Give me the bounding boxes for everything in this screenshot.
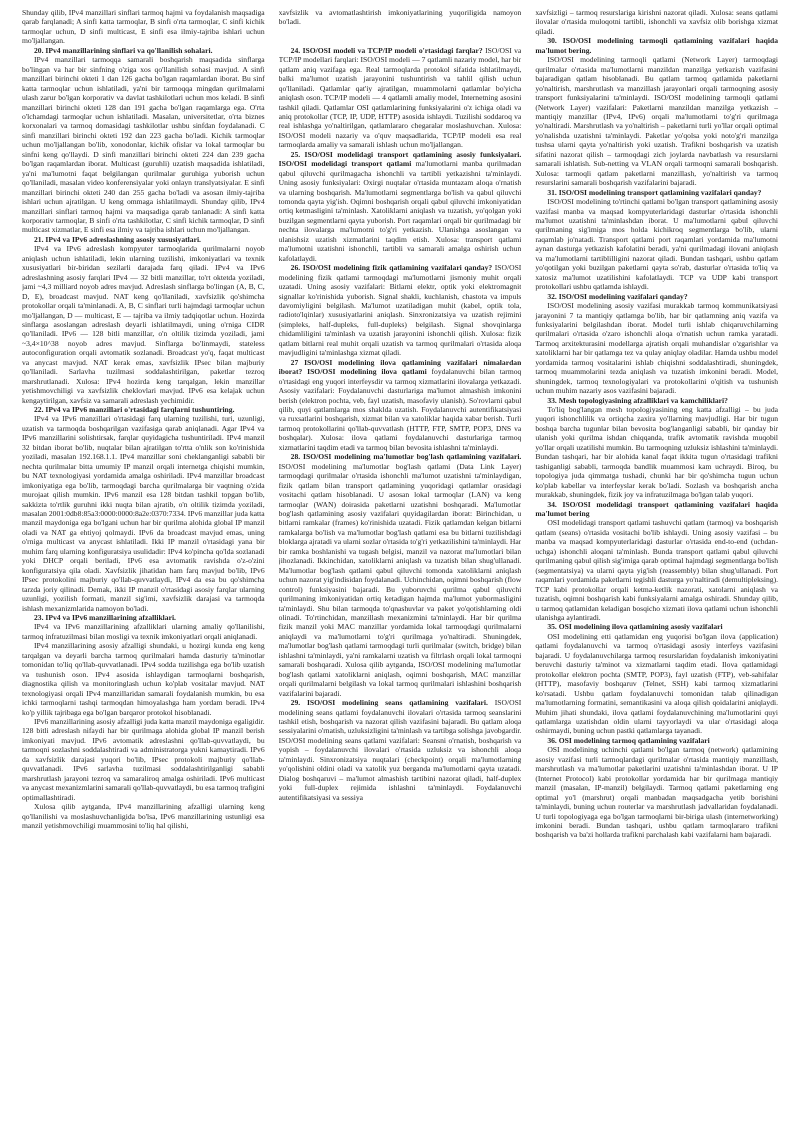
paragraph: ISO/OSI modelining tarmoqli qatlami (Network Layer) tarmoqdagi qurilmalar o'rtasida ma'lumotlarni manzildan manzilga yetkazish vazifasini bajaradigan qatlam hisoblanadi. Bu qatlam tarmoq qatlamida paketlarni yo'naltirish, marshrutlash va manzillash jarayonlari orqali tarmoqning asosiy transport funksiyalarini ta'minlaydi. ISO/OSI modelining tarmoqli qatlami (Network Layer) vazifalari: Paketlarni manzildan manzilga yetkazish – mantiqiy manzillar (IPv4, IPv6) orqali ma'lumotlarni to'g'ri qurilmaga yo'naltiradi. Marshrutlash va yo'naltirish – paketlarni turli yo'llar orqali optimal yo'nalishda uzatishni ta'minlaydi. Paketlar yo'qolsa yoki noto'g'ri manzilga tushsa ularni qayta yo'naltirish yoki uzatish. Trafikni boshqarish va uzatish sifatini nazorat qilish – tarmoqdagi zich joylarda navbatlash va resurslarni samarali ishlatish. Sub-netting va VLAN orqali tarmoqni samarali boshqarish. Xulosa: tarmoqli qatlam paketlarni manzillash, yo'naltirish va tarmoq resurslarini samarali boshqarish vazifalarini bajaradi.: [535, 55, 778, 188]
section-heading: 23. IPv4 va IPv6 manzillarining afzalliklari.: [34, 613, 176, 622]
paragraph: OSI modelidagi transport qatlami tashuvchi qatlam (tarmoq) va boshqarish qatlam (seans) o'rtasida vositachi bo'lib ishlaydi. Uning asosiy vazifasi – bu manba va maqsad kompyuterlaridagi dasturlar o'rtasida end-to-end (uchdan-uchga) ishonchli aloqani ta'minlash. Bunda transport qatlami qabul qiluvchi qurilmaning qabul qilish sig'imiga qarab optimal hajmdagi segmentlarga bo'lish (segmentatsiya) va ularni qayta yig'ish (reassembly) bilan shug'ullanadi. Port raqamlari yordamida paketlarni tegishli dasturga yo'naltiradi (demultipleksing). TCP kabi protokollar orqali ketma-ketlik nazorati, xatolarni aniqlash va tuzatish, oqimni boshqarish kabi funksiyalarni amalga oshiradi. Shunday qilib, u tarmoq qatlamidan keladigan bosqicho xizmati ilova qatlami uchun ishonchli ulanishga aylantiradi.: [535, 518, 778, 622]
paragraph: [279, 263, 522, 358]
paragraph: IPv4 manzillari tarmoqqa samarali boshqarish maqsadida sinflarga bo'lingan va har bir sinfning o'ziga xos qo'llanilish sohasi mavjud. A sinfi manzillari birinchi okteti 1 dan 126 gacha bo'lgan raqamlardan iborat. Bu sinf katta tarmoqlar uchun ishlatiladi, ya'ni bir tarmoqqa mingdan qurilmalarni ulash zarur bo'lgan korporativ va davlat tashkilotlari uchun mos keladi. B sinfi manzillari birinchi okteti 128 dan 191 gacha bo'lgan raqamlarga ega. O'rta o'lchamdagi tarmoqlar uchun ishlatiladi. Masalan, universitetlar, o'rta biznes korxonalari va tarmoq domasidagi tashkilotlar ushbu sinfdan foydalanadi. C sinfi manzillari birinchi okteti 192 dan 223 gacha bo'ladi. Kichik tarmoqlar uchun mo'ljallangan bo'lib, xonodonlar, kichik ofislar va lokal tarmoqlar bu sinfni keng qo'llaydi. D sinfi manzillari birinchi okteti 224 dan 239 gacha bo'lgan raqamlardan iborat. Multicast (guruhli) uzatish maqsadida ishlatiladi, ya'ni ma'lumotni faqat belgilangan qurilmalar guruhiga yuborish uchun qo'llaniladi, masalan video konferensiyalar yoki onlayn translyatsiyalar. E sinfi manzillari birinchi okteti 240 dan 255 gacha bo'ladi va asosan ilmiy-tajriba ishlari uchun ajratilgan. U keng ommaga ishlatilmaydi. Shunday qilib, IPv4 manzillari sinflari tarmoq hajmi va maqsadiga qarab tanlanadi: A sinfi katta korporativ tarmoqlar, B sinfi o'rta tashkilotlar, C sinfi kichik tarmoqlar, D sinfi multicast xizmatlar, E sinfi esa ilmiy va tajriba ishlari uchun mo'ljallangan.: [22, 55, 265, 235]
blank-line: [279, 36, 522, 45]
section-heading: 32. ISO/OSI modelining vazifalari qanday?: [547, 291, 688, 301]
paragraph: IPv4 va IPv6 manzillarining afzalliklari ularning amaliy qo'llanilishi, tarmoq infratuzilmasi bilan mosligi va texnik imkoniyatlari orqali aniqlanadi.: [22, 622, 265, 641]
text-columns: [22, 8, 778, 1123]
section-heading: 20. IPv4 manzillarining sinflari va qo'llanilish sohalari.: [34, 45, 213, 55]
section-heading: 21. IPv4 va IPv6 adreslashning asosiy xususiyatlari.: [34, 234, 201, 244]
paragraph-text: ISO/OSI modelining ma'lumotlar bog'lash qatlami (Data Link Layer) tarmoqdagi qurilmalar o'rtasida ishonchli ma'lumot uzatishni ta'minlaydigan, fizik qatlam bilan transport qatlamining yuqoridagi qatlamlar orasidagi vositachi qatlam hisoblanadi. U asosan lokal tarmoqlar (LAN) va keng tarmoqlar (WAN) doirasida paketlarni uzatishni boshqaradi. Ma'lumotlar bog'lash qatlamining asosiy vazifalari quyidagilardan iborat: Birinchidan, u bitlarni ramkalar (frames) ko'rinishida uzatadi. Fizik qatlamdan kelgan bitlarni ramkalarga bo'lish va ma'lumotlar bog'lash qatlami esa bu bitlarni tuzilishdagi bloklarga ajratadi va ularni sozlar o'rtasida to'g'ri yetkazilishini ta'minlaydi. Har bir ramka boshlanishi va tugash belgisi, manzil va nazorat ma'lumotlari bilan jihozlanadi. Ikkinchidan, xatoliklarni aniqlash va tuzatish bilan shug'ullanadi. Ma'lumotlar bog'lash qatlami qabul qiluvchi tomonda xatoliklarni aniqlash uchun nazorat yig'indisidan foydalanadi. Uchinchidan, oqimni boshqarish (flow control) funksiyasini bajaradi. Bu yuboruvchi qurilma qabul qiluvchi qurilmaning imkoniyatidan ortiq ketadigan hajmda ma'lumot yubormasligini ta'minlaydi. Shu bilan tarmoqda to'qnashuvlar va paket yo'qotishlarning oldi olinadi. To'rtinchidan, manzillash mexanizmini ta'minlaydi. Har bir qurilma fizik manzil yoki MAC manzillar yordamida lokal tarmoqdagi qurilmalarni aniqlaydi va ma'lumotlarni to'g'ri qurilmaga yo'naltiradi. Shuningdek, ma'lumotlar bog'lash qatlami tarmoqdagi turli qurilmalar (switch, bridge) bilan ishlashni ta'minlaydi, ya'ni ramkalarni uzatish va filtrlash orqali lokal tarmoqni samarali boshqaradi. Xulosa qilib aytganda, ISO/OSI modelining ma'lumotlar bog'lash qatlami xatoliklarni aniqlash, oqimni boshqarish, MAC manzillar orqali qurilmalarni belgilash va lokal tarmoq qurilmalari ishlashini boshqarish vazifalarini bajaradi.: [278, 461, 522, 698]
paragraph: IPv4 va IPv6 adreslash kompyuter tarmoqlarida qurilmalarni noyob aniqlash uchun ishlatiladi, lekin ularning tuzilishi, imkoniyatlari va texnik xususiyatlari bir-biridan sezilarli darajada farq qiladi. IPv4 va IPv6 adreslashning asosiy farqlari IPv4 — 32 bitli manzillar, to'rt oktetda yoziladi, jami ~4,3 milliard noyob adres mavjud. Adreslash sinflarga bo'lingan (A, B, C, D, E), broadcast mavjud. NAT keng qo'llaniladi, xavfsizlik qo'shimcha protokollar orqali ta'minlanadi. A, B, C sinflari turli hajmdagi tarmoqlar uchun mo'ljallangan, D — multicast, E — tajriba va ilmiy tadqiqotlar uchun. Hozirda sinflarga asoslangan adreslash deyarli ishlatilmaydi, uning o'rniga CIDR qo'llaniladi. IPv6 — 128 bitli manzillar, o'n oltilik tizimda yoziladi, jami ~3,4×10^38 noyob adres mavjud. Sinflarga bo'linmaydi, stateless autoconfiguration orqali avtomatik sozlanadi. Broadcast yo'q, faqat multicast va anycast mavjud. NAT kerak emas, xavfsizlik IPsec bilan majburiy qo'llaniladi. Sarlavha tuzilmasi soddalashtirilgan, paketlar tezroq marshrutlanadi. Xulosa: IPv4 hozirda keng tarqalgan, lekin manzillar yetishmovchiligi va xavfsizlik cheklovlari mavjud. IPv6 esa kelajak uchun kengaytirilgan, xavfsiz va samarali adreslash yechimidir.: [22, 244, 265, 405]
section-heading: 34. ISO/OSI modelidagi transport qatlamining vazifalari haqida ma'lumot bering: [535, 499, 778, 519]
paragraph: IPv4 manzillarining asosiy afzalligi shundaki, u hozirgi kunda eng keng tarqalgan va deyarli barcha tarmoq qurilmalari hamda dasturiy ta'minotlar tomonidan to'liq qo'llab-quvvatlanadi. IPv4 sodda tuzilishga ega bo'lib uzatish va tushunish oson. IPv4 asosida ishlaydigan tarmoqlarni boshqarish, diagnostika qilish va monitoringlash uchun ko'plab vositalar mavjud. NAT texnologiyasi orqali IPv4 manzillaridan samarali foydalanish mumkin, bu esa ichki tarmoqlarni tashqi tarmoqdan himoyalashga ham yordam beradi. IPv4 ko'p yillik tajribaga ega bo'lgan barqaror protokol hisoblanadi.: [22, 641, 265, 717]
inline-heading: 26. ISO/OSI modelining fizik qatlamining vazifalari qanday?: [290, 263, 493, 273]
paragraph: Xulosa qilib aytganda, IPv4 manzillarining afzalligi ularning keng qo'llanilishi va moslashuvchanligida bo'lsa, IPv6 manzillarining ustunligi esa manzil yetishmovchiligi muammosini to'liq hal qilishi,: [22, 802, 265, 830]
paragraph: OSI modelining etti qatlamidan eng yuqorisi bo'lgan ilova (application) qatlami foydalanuvchi va tarmoq o'rtasidagi asosiy interfeys vazifasini bajaradi. U foydalanuvchilarga tarmoq resurslaridan foydalanish imkoniyatini beruvchi dasturiy ta'minot va xizmatlarni taqdim etadi. Ilova qatlamidagi protokollar elektron pochta (SMTP, POP3), fayl uzatish (FTP), veb-sahifalar (HTTP), masofaviy boshqaruv (Telnet, SSH) kabi tarmoq xizmatlarini ko'rsatadi. Ushbu qatlam foydalanuvchi tomonidan talab qilinadigan ma'lumotlarning formatini, semantikasini va aloqa qilish qoidalarini aniqlaydi. Muhim jihati shundaki, ilova qatlami foydalanuvchining ma'lumotlarini quyi qatlamlarga uzatishdan oldin ularni tayyorlaydi va ular o'rtasidagi aloqa oshirmaydi, buning uchun pastki qatlamlarga tayanadi.: [535, 631, 778, 736]
paragraph: OSI modelining uchinchi qatlami bo'lgan tarmoq (network) qatlamining asosiy vazifasi turli tarmoqlardagi qurilmalar o'rtasida mantiqiy manzillash, marshrutlash va ma'lumotlar paketlarini uzatishni ta'minlashdan iborat. U IP (Internet Protocol) kabi protokollar yordamida har bir qurilmaga mantiqiy manzil (masalan, IP-manzil) belgilaydi. Tarmoq qatlami paketlarning eng optimal yo'l (marshrut) orqali manbadan maqsadgacha yetib borishini ta'minlaydi, buning uchun routerlar va marshrutlash jadvallaridan foydalanadi. U turli topologiyaga ega bo'lgan tarmoqlarni bir-biriga ulash (internetworking) imkonini beradi. Bundan tashqari, ushbu qatlam tarmoqlararo trafikni boshqarish va ba'zi hollarda trafikni parchalash kabi vazifalarni ham bajaradi.: [535, 745, 778, 840]
section-heading: 33. Mesh topologiyasining afzalliklari va kamchiliklari?: [547, 395, 728, 405]
paragraph-text: ISO/OSI modelining seans qatlami foydalanuvchi ilovalari o'rtasida tarmoq seanslarini tashkil etish, boshqarish va nazorat qilish vazifasini bajaradi. Bu qatlam aloqa sessiyalarini o'rnatish, uzluksizligini ta'minlash va tartibga solishga javobgardir. ISO/OSI modelining seans qatlami vazifalari: Seansni o'rnatish, boshqarish va yopish – foydalanuvchi ilovalari o'rtasida uzluksiz va ishonchli aloqa ta'minlaydi. Sinxronizatsiya nuqtalari (checkpoint) orqali ma'lumotlarning yo'qolishini oldini oladi va xatolik yuz berganda ma'lumotlarni qayta uzatadi. Dialog boshqaruvi – ma'lumot almashish tartibini nazorat qiladi, half-duplex yoki full-duplex rejimida ishlashni ta'minlaydi. Foydalanuvchi autentifikatsiyasi va sessiya: [278, 698, 522, 802]
paragraph: [279, 46, 522, 150]
column-middle: [279, 8, 522, 1123]
paragraph: [279, 358, 522, 453]
inline-heading: 28. ISO/OSI modelining ma'lumotlar bog'lash qatlamining vazifalari.: [290, 452, 522, 462]
section-heading: 30. ISO/OSI modelining tarmoqli qatlamining vazifalari haqida ma'lumot bering.: [535, 36, 778, 55]
section-heading: 36. OSI modelining tarmoq qatlamining vazifalari: [547, 735, 710, 745]
inline-heading: 27 ISO/OSI modelining ilova qatlamining vazifalari nimalardan iborat? ISO/OSI modelining ilova qatlami: [278, 357, 522, 377]
section-heading: 31. ISO/OSI modelining transport qatlamining vazifalari qanday?: [547, 187, 762, 197]
section-heading: 22. IPv4 va IPv6 manzillari o'rtasidagi farqlarni tushuntiring.: [34, 405, 235, 415]
paragraph: ISO/OSI modelining to'rtinchi qatlami bo'lgan transport qatlamining asosiy vazifasi manba va maqsad kompyuterlaridagi dasturlar o'rtasida ishonchli ma'lumot uzatishni ta'minlashdan iborat. U ma'lumotlarni qabul qiluvchi qurilmaning sig'imiga mos holda kichikroq segmentlarga bo'lib, ularni raqamlab jo'natadi. Transport qatlami port raqamlari yordamida ma'lumotni aynan dasturga yetkazish kafolatini beradi, ya'ni qurilmadagi ilovani aniqlash va ma'lumotlarni tartiblilligini nazorat qiladi. Bundan tashqari, ushbu qatlam yo'qotilgan yoki buzilgan paketlarni qayta so'rab, dasturlar o'rtasida to'liq va xatosiz ma'lumot uzatilishini kafolatlaydi. TCP va UDP kabi transport protokollari ushbu qatlamda ishlaydi.: [535, 197, 778, 292]
inline-heading: 25. ISO/OSI modelidagi transport qatlamining asosiy funksiyalari. ISO/OSI modelidagi transport qatlami: [278, 149, 522, 169]
inline-heading: 24. ISO/OSI modeli va TCP/IP modeli o'rtasidagi farqlar?: [290, 45, 483, 55]
paragraph: ISO/OSI modelining asosiy vazifasi murakkab tarmoq kommunikatsiyasi jarayonini 7 ta mantiqiy qatlamga bo'lib, har bir qatlamning aniq vazifa va funksiyalarini belgilashdan iborat. Model turli ishlab chiqaruvchilarning qurilmalari o'rtasida o'zaro ishonchli aloqa o'rnatish uchun ramka yaratadi. Tarmoq arxitekturasini modellarga ajratish orqali muhandislar o'zgarishlar va xatoliklarni har bir qatlamga tez va qulay aniqlay oladilar. Hamda ushbu model yordamida tarmoq vositalarini ishlab chiqishni soddalashtiradi, shuningdek, tarmoq muammolarini tezda aniqlash va tuzatish imkonini beradi. Model, shuningdek, tarmoq texnologiyalari va protokollarini o'qitish va tushunish uchun muhim nazariy asos vazifasini bajaradi.: [535, 301, 778, 396]
section-heading: 35. OSI modelining ilova qatlamining asosiy vazifalari: [547, 622, 723, 632]
paragraph: IPv6 manzillarining asosiy afzalligi juda katta manzil maydoniga egaligidir. 128 bitli adreslash nifaydi har bir qurilmaga alohida global IP manzil berish imkoniyati mavjud. IPv6 avtomatik adreslashni qo'llab-quvvatlaydi, bu tarmoqni sozlashni soddalashtiradi va administratorga yukni kamaytiradi. IPv6 da xavfsizlik darajasi yuqori bo'lib, IPsec protokoli majburiy qo'llab-quvvatlanadi. IPv6 sarlavha tuzilmasi soddalashtirilganligi sababli marshrutlash jarayoni tezroq va samaraliroq amalga oshiriladi. IPv6 multicast va anycast mexanizmlarini samarali qo'llab-quvvatlaydi, bu esa tarmoq trafigini optimallashtiradi.: [22, 716, 265, 802]
paragraph-text: foydalanuvchi bilan tarmoq o'rtasidagi eng yuqori interfeysdir va tarmoq xizmatlarini ilovalarga yetkazadi. Asosiy vazifalari: Foydalanuvchi dasturlariga ma'lumot almashish imkonini berish (elektron pochta, veb, fayl uzatish, masofaviy ulanish). So'rovlarni qabul qilib, quyi qatlamlarga mos shaklda uzatish. Foydalanuvchi autentifikatsiyasi va ruxsatlarini boshqarish, xizmat bilan va xatoliklar haqida xabar berish. Turli tarmoq protokollarini qo'llab-quvvatlash (HTTP, FTP, SMTP, POP3, DNS va boshqalar). Xulosa: ilova qatlami foydalanuvchi dasturlariga tarmoq xizmatlarini taqdim etadi va tarmoq bilan bevosita ishlashni ta'minlaydi.: [278, 367, 522, 452]
paragraph-text: ISO/OSI modelining fizik qatlami tarmoqdagi ma'lumotlarni jismoniy muhit orqali uzatadi. Uning asosiy vazifalari: Bitlarni elektr, optik yoki elektromagnit signallar ko'rinishida yuborish. Signal shakli, kuchlanish, chastota va impuls davomiyligini belgilash. Ma'lumot uzatiladigan muhit (kabel, optik tola, radioto'lqinlar) xususiyatlarini aniqlash. Sinxronizatsiya va uzatish rejimini (simpleks, half-dupleks, full-dupleks) belgilash. Signal shovqinlarga chidamliligini ta'minlash va uzatish jarayonini ishonchli qilish. Xulosa: fizik qatlam bitlarni real muhit orqali uzatish va tarmoq qurilmalari o'rtasida aloqa mavjudligini ta'minlashga xizmat qiladi.: [278, 263, 522, 358]
paragraph: IPv4 va IPv6 manzillari o'rtasidagi farq ularning tuzilishi, turi, uzunligi, uzatish va tarmoqda boshqarilgan vazifasiga qarab aniqlanadi. Agar IPv4 va IPv6 manzillarini solishtirsak, farqlar quyidagicha tushuntiriladi. IPv4 manzil 32 bitdan iborat bo'lib, nuqtalar bilan ajratilgan to'rtta o'nlik son ko'rinishida yoziladi, masalan 192.168.1.1. IPv4 manzillar soni cheklanganligi sababli bir nechta qurilmalar bitta umumiy IP manzil orqali internetga chiqishi mumkin, bu NAT texnologiyasi yordamida amalga oshiriladi. IPv4 manzillar broadcast imkoniyatiga ega bo'lib, tarmoqdagi barcha qurilmalarga bir vaqtning o'zida murojaat qilish mumkin. IPv6 manzil esa 128 bitdan tashkil topgan bo'lib, sakkizta to'rtlik guruhni ikki nuqta bilan ajratib, o'n oltilik tizimda yoziladi, masalan 2001:0db8:85a3:0000:0000:8a2e:0370:7334. IPv6 manzillar juda katta manzil maydoniga ega bo'lgani uchun har bir qurilma alohida global IP manzil oladi va NAT ga ehtiyoj qolmaydi. IPv6 da broadcast mavjud emas, uning o'rniga multicast va anycast ishlatiladi. Ikki IP manzil o'rtasidagi yana bir muhim farq ularning konfiguratsiya usulidadir: IPv4 ko'pincha qo'lda sozlanadi yoki DHCP orqali beriladi, IPv6 esa avtomatik ravishda o'z-o'zini konfiguratsiya qila oladi. Xavfsizlik jihatidan ham farq mavjud bo'lib, IPv6 IPsec protokolini majburiy qo'llab-quvvatlaydi, IPv4 da esa bu qo'shimcha tarzda joriy qilinadi. Demak, ikki IP manzil o'rtasidagi asosiy farqlar ularning uzunligi, yozilish formati, manzil sig'imi, xavfsizlik darajasi va tarmoqda ishlash mexanizmlarida namoyon bo'ladi.: [22, 414, 265, 613]
paragraph: [279, 698, 522, 802]
column-left: [22, 8, 265, 1123]
blank-line: [279, 27, 522, 36]
paragraph: xavfsizligi – tarmoq resurslariga kirishni nazorat qiladi. Xulosa: seans qatlami ilovalar o'rtasida muloqotni tartibli, ishonchli va xavfsiz olib borishga xizmat qiladi.: [535, 8, 778, 36]
paragraph: [279, 452, 522, 698]
column-right: [535, 8, 778, 1123]
paragraph: To'liq bog'langan mesh topologiyasining eng katta afzalligi – bu juda yuqori ishonchlilik va ortiqcha zaxira yo'llarning mavjudligi. Har bir tugun boshqa barcha tugunlar bilan bevosita bog'langanligi sababli, bir qanday bir ulanish yoki qurilma ishdan chiqqanda, trafik avtomatik ravishda muqobil yo'llar orqali uzatilishi mumkin. Bu tarmoqning uzluksiz ishlashini ta'minlaydi. Bundan tashqari, har bir alohida kanal faqat ikkita tugun o'rtasidagi trafikni tashiganligi sababli, tarmoqda bandlik muammosi kam uchraydi. Biroq, bu topologiya juda qimmatga tushadi, chunki har bir qo'shimcha tugun uchun ko'plab kabellar va interfeyslar kerak bo'ladi. Sozlash va boshqarish ancha murakkab, shuningdek, fizik joy va infratuzilmaga bo'lgan talab yuqori.: [535, 405, 778, 500]
paragraph: [279, 150, 522, 263]
paragraph: Shunday qilib, IPv4 manzillari sinflari tarmoq hajmi va foydalanish maqsadiga qarab farqlanadi; A sinfi katta tarmoqlar, B sinfi o'rta tarmoqlar, C sinfi kichik tarmoqlar uchun, D sinfi multicast, E sinfi esa ilmiy-tajriba ishlari uchun mo'ljallangan.: [22, 8, 265, 46]
paragraph-text: ISO/OSI va TCP/IP modellari farqlari: ISO/OSI modeli — 7 qatlamli nazariy model, har bir qatlam aniq vazifaga ega. Real tarmoqlarda protokol sifatida ishlatilmaydi, balki ma'lumot uzatish jarayonini tushuntirish va tahlil qilish uchun qo'llaniladi. Qatlamlar qat'iy ajratilgan, muammolarni qatlamlar bo'yicha aniqlash oson. TCP/IP modeli — 4 qatlamli amaliy model, Internetning asosini tashkil qiladi. Qatlamlar OSI qatlamlarining funksiyalarini o'z ichiga oladi va aniq protokollar (TCP, IP, UDP, HTTP) asosida ishlaydi. Tuzilishi soddaroq va real ishlashga yo'naltirilgan, qatlamlararo chegaralar moslashuvchan. Xulosa: ISO/OSI modeli nazariy va o'quv maqsadlarida, TCP/IP modeli esa real tarmoqlarda amaliy va samarali ishlash uchun mo'ljallangan.: [278, 45, 522, 150]
inline-heading: 29. ISO/OSI modelining seans qatlamining vazifalari.: [290, 698, 488, 708]
paragraph: xavfsizlik va avtomatlashtirish imkoniyatlarining yuqoriligida namoyon bo'ladi.: [278, 8, 522, 27]
paragraph-text: ma'lumotlarni manba qurilmadan qabul qiluvchi qurilmagacha ishonchli va tartibli yetkazishni ta'minlaydi. Uning asosiy funksiyalari: Oxirgi nuqtalar o'rtasida muntazam aloqa o'rnatish va ularning boshqarish. Ma'lumotlarni segmentlarga bo'lish va qabul qiluvchi tomonda qayta yig'ish. Oqimni boshqarish orqali qabul qiluvchi imkoniyatidan ortiq ketmasligini ta'minlash. Xatoliklarni aniqlash va tuzatish, yo'qolgan yoki buzilgan segmentlarni qayta yuborish. Port raqamlari orqali bir qurilmadagi bir nechta ilovalarga ma'lumotni to'g'ri yetkazish. Ulanishga asoslangan va ulanishsiz uzatish xizmatlarini taqdim etish. Xulosa: transport qatlami ma'lumotni uzatishni ishonchli, tartibli va samarali amalga oshirish uchun kafolatlaydi.: [278, 159, 522, 263]
